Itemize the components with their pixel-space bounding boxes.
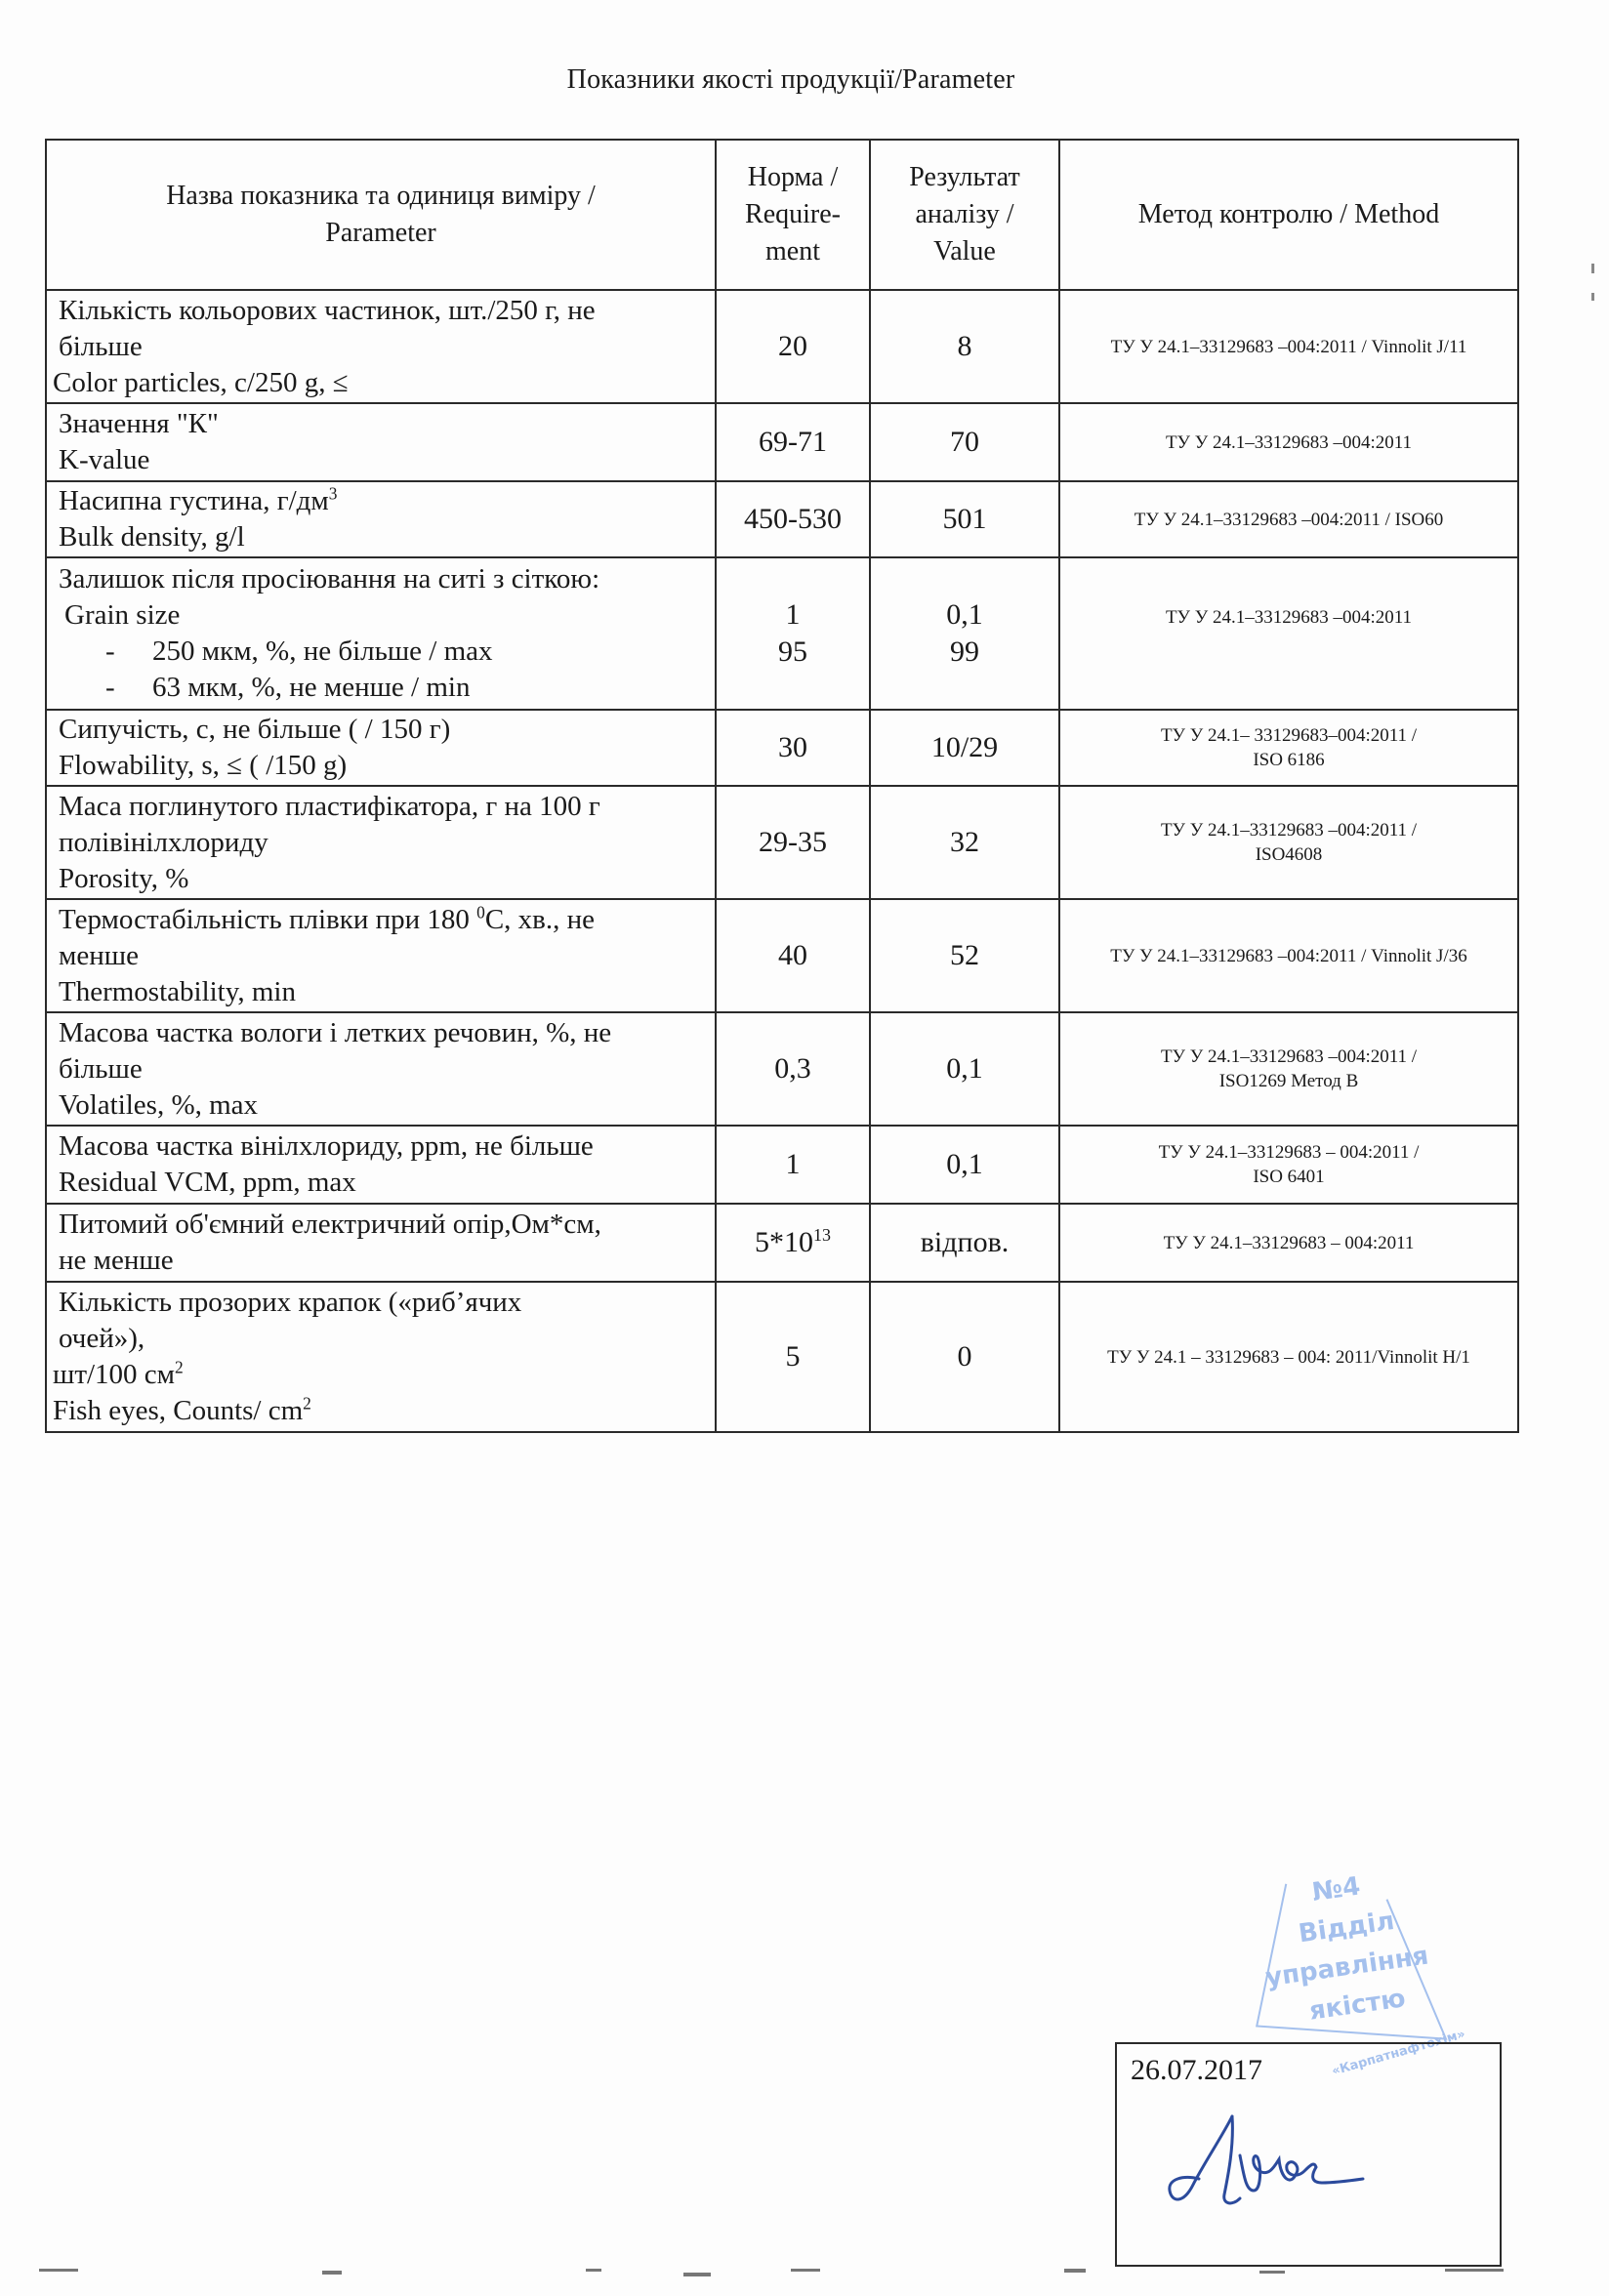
value-cell: 10/29 (870, 710, 1059, 786)
table-row (46, 1126, 1518, 1204)
method-cell: ТУ У 24.1–33129683 –004:2011 (1059, 557, 1518, 710)
header-result: Результат аналізу / Value (870, 140, 1059, 290)
method-cell: ТУ У 24.1–33129683 – 004:2011 (1059, 1204, 1518, 1282)
norm-cell: 40 (716, 899, 870, 1012)
scan-noise-strip (0, 2255, 1609, 2296)
value-cell: 0,1 99 (870, 557, 1059, 710)
value-cell: 52 (870, 899, 1059, 1012)
parameter-cell: Насипна густина, $г/дм^3$ Bulk density, g/l (46, 481, 716, 557)
method-cell: ТУ У 24.1–33129683 –004:2011 / ISO60 (1059, 481, 1518, 557)
value-cell: 70 (870, 403, 1059, 481)
table-row (46, 481, 1518, 557)
method-cell: ТУ У 24.1–33129683 –004:2011 / Vinnolit J/11 (1059, 290, 1518, 403)
method-cell: ТУ У 24.1 – 33129683 – 004: 2011/Vinnolit H/1 (1059, 1282, 1518, 1432)
margin-mark (1589, 264, 1597, 303)
table-row (46, 1282, 1518, 1432)
signature-icon (1164, 2097, 1369, 2214)
table-row (46, 557, 1518, 710)
method-cell: ТУ У 24.1–33129683 –004:2011 / ISO1269 Метод B (1059, 1012, 1518, 1126)
table-row (46, 1012, 1518, 1126)
page-title: Показники якості продукції/Parameter (566, 64, 1015, 95)
value-cell: 32 (870, 786, 1059, 899)
value-cell: 501 (870, 481, 1059, 557)
norm-cell: 1 95 (716, 557, 870, 710)
parameter-cell: Питомий об'ємний електричний опір,Ом*см, не менше (46, 1204, 716, 1282)
table-row (46, 710, 1518, 786)
table-row (46, 786, 1518, 899)
header-norm: Норма / Require- ment (716, 140, 870, 290)
norm-cell: 69-71 (716, 403, 870, 481)
value-cell: 0,1 (870, 1126, 1059, 1204)
norm-cell: 5 (716, 1282, 870, 1432)
table-header-row (46, 140, 1518, 290)
norm-cell: 20 (716, 290, 870, 403)
value-cell: 0,1 (870, 1012, 1059, 1126)
parameter-cell: Термостабільність плівки при 180 $^0$С, хв., не менше Thermostability, min (46, 899, 716, 1012)
parameter-cell: Кількість кольорових частинок, шт./250 г, не більше Color particles, c/250 g, ≤ (46, 290, 716, 403)
method-cell: ТУ У 24.1– 33129683–004:2011 / ISO 6186 (1059, 710, 1518, 786)
signoff-box (1115, 2042, 1502, 2267)
method-cell: ТУ У 24.1–33129683 – 004:2011 / ISO 6401 (1059, 1126, 1518, 1204)
norm-cell: 1 (716, 1126, 870, 1204)
method-cell: ТУ У 24.1–33129683 –004:2011 / Vinnolit J/36 (1059, 899, 1518, 1012)
value-cell: 8 (870, 290, 1059, 403)
parameter-cell: Сипучість, с, не більше ( / 150 г) Flowability, s, ≤ ( /150 g) (46, 710, 716, 786)
method-cell: ТУ У 24.1–33129683 –004:2011 / ISO4608 (1059, 786, 1518, 899)
parameter-cell: Масова частка вологи і летких речовин, %, не більше Volatiles, %, max (46, 1012, 716, 1126)
header-method: Метод контролю / Method (1059, 140, 1518, 290)
parameter-cell: Значення "К" K-value (46, 403, 716, 481)
norm-cell: $5*10^{13}$ (716, 1204, 870, 1282)
quality-parameters-table (45, 139, 1519, 1433)
norm-cell: 450-530 (716, 481, 870, 557)
parameter-cell: Залишок після просіювання на ситі з сіткою: Grain size - 250 мкм, %, не більше / max - 63 мкм, %, не менше / min (46, 557, 716, 710)
value-cell: відпов. (870, 1204, 1059, 1282)
signoff-date: 26.07.2017 (1131, 2054, 1262, 2086)
value-cell: 0 (870, 1282, 1059, 1432)
parameter-cell: Кількість прозорих крапок («риб’ячих очей»), шт/100 $см^2$ Fish eyes, Counts/ $cm^2$ (46, 1282, 716, 1432)
table-row (46, 403, 1518, 481)
table-row (46, 1204, 1518, 1282)
parameter-cell: Маса поглинутого пластифікатора, г на 100 г полівінілхлориду Porosity, % (46, 786, 716, 899)
table-row (46, 899, 1518, 1012)
table-row (46, 290, 1518, 403)
method-cell: ТУ У 24.1–33129683 –004:2011 (1059, 403, 1518, 481)
norm-cell: 29-35 (716, 786, 870, 899)
parameter-cell: Масова частка вінілхлориду, ppm, не більше Residual VCM, ppm, max (46, 1126, 716, 1204)
norm-cell: 0,3 (716, 1012, 870, 1126)
header-parameter: Назва показника та одиниця виміру / Parameter (46, 140, 716, 290)
norm-cell: 30 (716, 710, 870, 786)
quality-department-stamp: №4 Відділ управління якістю «Карпатнафтохім» (1226, 1853, 1467, 2086)
